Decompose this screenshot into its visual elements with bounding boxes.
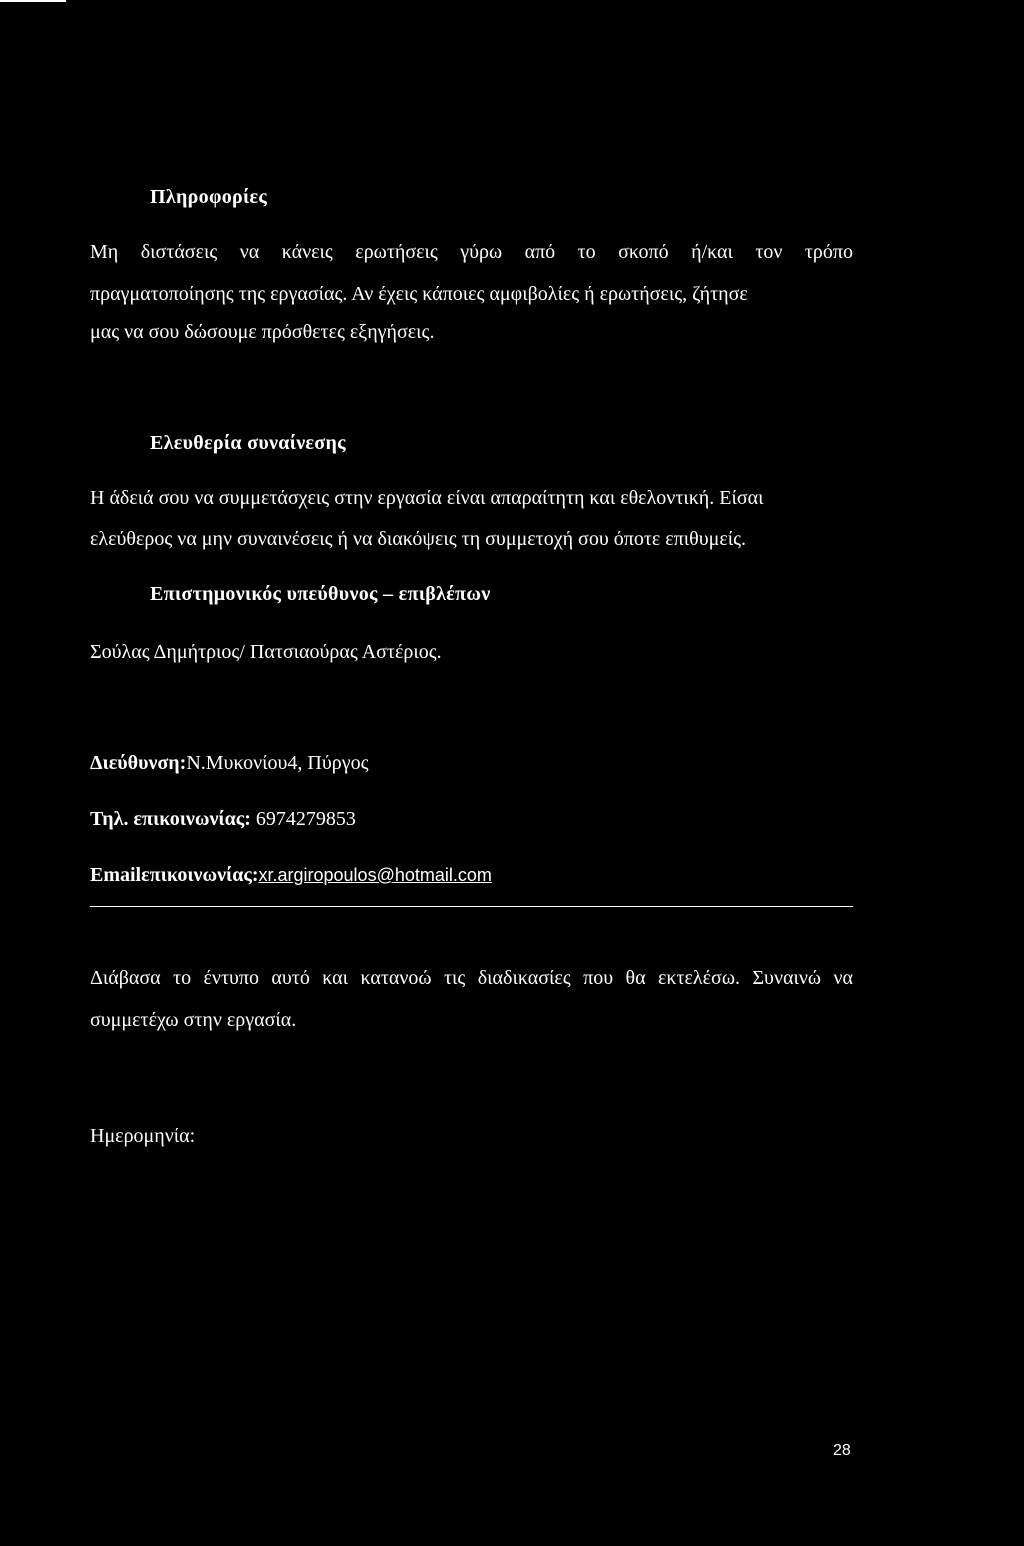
consent-line-2: ελεύθερος να μην συναινέσεις ή να διακόψεις τη συμμετοχή σου όποτε επιθυμείς. [90,528,747,550]
info-line-3: μας να σου δώσουμε πρόσθετες εξηγήσεις. [90,321,435,343]
phone-label: Τηλ. επικοινωνίας: [90,808,251,830]
email-link[interactable]: xr.argiropoulos@hotmail.com [258,865,492,885]
phone-value: 6974279853 [250,808,356,830]
declaration-line-1: Διάβασα το έντυπο αυτό και κατανοώ τις διαδικασίες που θα εκτελέσω. Συναινώ να [90,967,853,989]
email-line [90,864,492,887]
consent-heading: Ελευθερία συναίνεσης [150,432,346,454]
email-label: Emailεπικοινωνίας: [90,864,259,886]
info-line-1: Μη διστάσεις να κάνεις ερωτήσεις γύρω από το σκοπό ή/και τον τρόπο [90,241,853,263]
date-label: Ημερομηνία: [90,1125,196,1147]
supervisor-heading: Επιστημονικός υπεύθυνος – επιβλέπων [150,583,491,605]
page-number: 28 [833,1442,851,1459]
section-divider [90,906,853,907]
address-line [90,752,369,775]
address-label: Διεύθυνση: [90,752,187,774]
consent-line-1: Η άδειά σου να συμμετάσχεις στην εργασία είναι απαραίτητη και εθελοντική. Είσαι [90,487,764,509]
info-line-2: πραγματοποίησης της εργασίας. Αν έχεις κάποιες αμφιβολίες ή ερωτήσεις, ζήτησε [90,283,748,305]
address-value: Ν.Μυκονίου4, Πύργος [186,752,369,774]
phone-line [90,808,356,831]
info-heading: Πληροφορίες [150,186,268,208]
declaration-line-2: συμμετέχω στην εργασία. [90,1009,297,1031]
top-edge-rule [0,0,66,2]
supervisor-names: Σούλας Δημήτριος/ Πατσιαούρας Αστέριος. [90,641,442,663]
